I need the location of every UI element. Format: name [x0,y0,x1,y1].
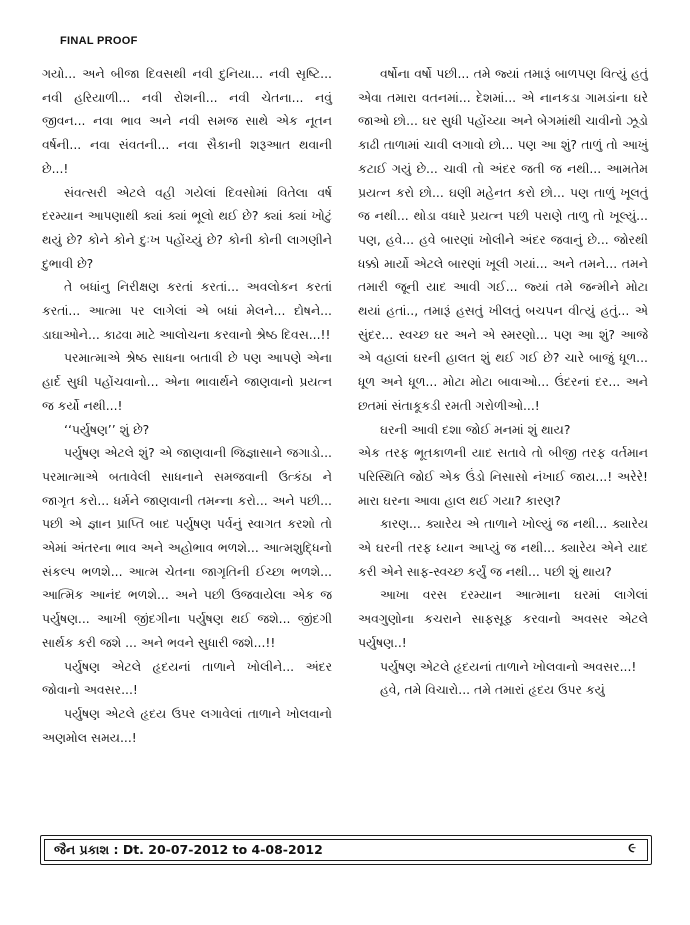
paragraph: પર્યુષણ એટલે હૃદયનાં તાળાને ખોલીને... અંદર જોવાનો અવસર...! [42,658,332,698]
paragraph: આખા વરસ દરમ્યાન આત્માના ઘરમાં લાગેલાં અવગુણોના કચરાને સાફસૂફ કરવાનો અવસર એટલે પર્યુષણ..! [358,587,648,650]
page-footer [40,835,652,865]
final-proof-label: FINAL PROOF [60,35,138,47]
paragraph: કારણ... ક્યારેય એ તાળાને ખોલ્યું જ નથી... ક્યારેય એ ઘરની તરફ ધ્યાન આપ્યું જ નથી... ક્યારેય એને યાદ કરી એને સાફ-સ્વચ્છ કર્યું જ નથી... પછી શું થાય? [358,516,648,579]
paragraph: પર્યુષણ એટલે હૃદયનાં તાળાને ખોલવાનો અવસર...! [380,658,637,674]
paragraph: હવે, તમે વિચારો... તમે તમારાં હૃદય ઉપર કયું [380,682,605,698]
publication-date-line: જૈન પ્રકાશ : Dt. 20-07-2012 to 4-08-2012 [54,842,323,857]
paragraph: ગયો... અને બીજા દિવસથી નવી દુનિયા... નવી સૃષ્ટિ... નવી હરિયાળી... નવી રોશની... નવી ચેતના... નવું જીવન... નવા ભાવ અને નવી સમજ સાથે એક નૂતન વર્ષની... નવા સંવતની... નવા સૈકાની શરૂઆત થવાની છે...! [42,66,332,176]
paragraph: પરમાત્માએ શ્રેષ્ઠ સાધના બતાવી છે પણ આપણે એના હાર્દ સુધી પહોંચવાનો... એના ભાવાર્થને જાણવાનો પ્રયત્ન જ કર્યો નથી...! [42,350,332,413]
paragraph: એક તરફ ભૂતકાળની યાદ સતાવે તો બીજી તરફ વર્તમાન પરિસ્થિતિ જોઈ એક ઉંડો નિસાસો નંખાઈ જાય...! અરેરે! મારા ઘરના આવા હાલ થઈ ગયા? કારણ? [358,445,648,508]
paragraph: ‘‘પર્યુષણ’’ શું છે? [64,421,150,437]
paragraph: પર્યુષણ એટલે હૃદય ઉપર લગાવેલાં તાળાને ખોલવાનો અણમોલ સમય...! [42,705,332,745]
page-number: ૯ [628,841,636,856]
paragraph: તે બધાંનુ નિરીક્ષણ કરતાં કરતાં... અવલોકન કરતાં કરતાં... આત્મા પર લાગેલાં એ બધાં મેલને... દોષને... ડાઘાઓને... કાઢવા માટે આલોચના કરવાનો શ્રેષ્ઠ દિવસ...!! [42,279,332,342]
paragraph: પર્યુષણ એટલે શું? એ જાણવાની જિજ્ઞાસાને જગાડો... પરમાત્માએ બતાવેલી સાધનાને સમજવાની ઉત્કંઠા ને જાગૃત કરો... ધર્મને જાણવાની તમન્ના કરો... અને પછી... પછી એ જ્ઞાન પ્રાપ્તિ બાદ પર્યુષણ પર્વનું સ્વાગત કરશો તો એમાં અંતરના ભાવ અને અહોભાવ ભળશે... આત્મશુદ્ધિનો સંકલ્પ ભળશે... આત્મ ચેતના જાગૃતિની ઈચ્છા ભળશે... આત્મિક આનંદ ભળશે... અને પછી ઉજવાયેલા એક જ પર્યુષણ... આખી જીંદગીના પર્યુષણ થઈ જશે... જીંદગી સાર્થક કરી જશે ... અને ભવને સુધારી જશે...!! [42,445,332,650]
paragraph: વર્ષોના વર્ષો પછી... તમે જ્યાં તમારૂં બાળપણ વિત્યું હતું એવા તમારા વતનમાં... દેશમાં... એ નાનકડા ગામડાંના ઘરે જાઓ છો... ઘર સુધી પહોંચ્યા અને બેગમાંથી ચાવીનો ઝૂડો કાઢી તાળામાં ચાવી લગાવો છો... પણ આ શું? તાળું તો આખું કટાઈ ગયું છે... ચાવી તો અંદર જતી જ નથી... આમતેમ પ્રયત્ન કરો છો... ઘણી મહેનત કરો છો... પણ તાળું ખૂલતું જ નથી... થોડા વધારે પ્રયત્ન પછી પરાણે તાળુ તો ખૂલ્યું... પણ, હવે... હવે બારણાં ખોલીને અંદર જવાનું છે... જોરથી ધક્કો માર્યો એટલે બારણાં ખૂલી ગયાં... અને તમને... તમને તમારી જૂની યાદ આવી ગઈ... જ્યાં તમે જન્મીને મોટા થયાં હતાં.., તમારૂં હસતું ખીલતું બચપન વીત્યું હતું... એ સુંદર... સ્વચ્છ ઘર અને એ સ્મરણો... પણ આ શું? આજે એ વહાલાં ઘરની હાલત શું થઈ ગઈ છે? ચારે બાજું ધૂળ... ધૂળ અને ધૂળ... મોટા મોટા બાવાઓ... ઉંદરનાં દર... અને છતમાં સંતાકૂકડી રમતી ગરોળીઓ...! [358,66,648,413]
left-text-column [42,62,332,749]
right-text-column [358,62,648,702]
paragraph: સંવત્સરી એટલે વહી ગયેલાં દિવસોમાં વિતેલા વર્ષ દરમ્યાન આપણાથી ક્યાં ક્યાં ભૂલો થઈ છે? ક્યાં ક્યાં ખોટું થયું છે? કોને કોને દુઃખ પહોંચ્યું છે? કોની કોની લાગણીને દુભાવી છે? [42,184,332,271]
paragraph: ઘરની આવી દશા જોઈ મનમાં શું થાય? [380,421,571,437]
